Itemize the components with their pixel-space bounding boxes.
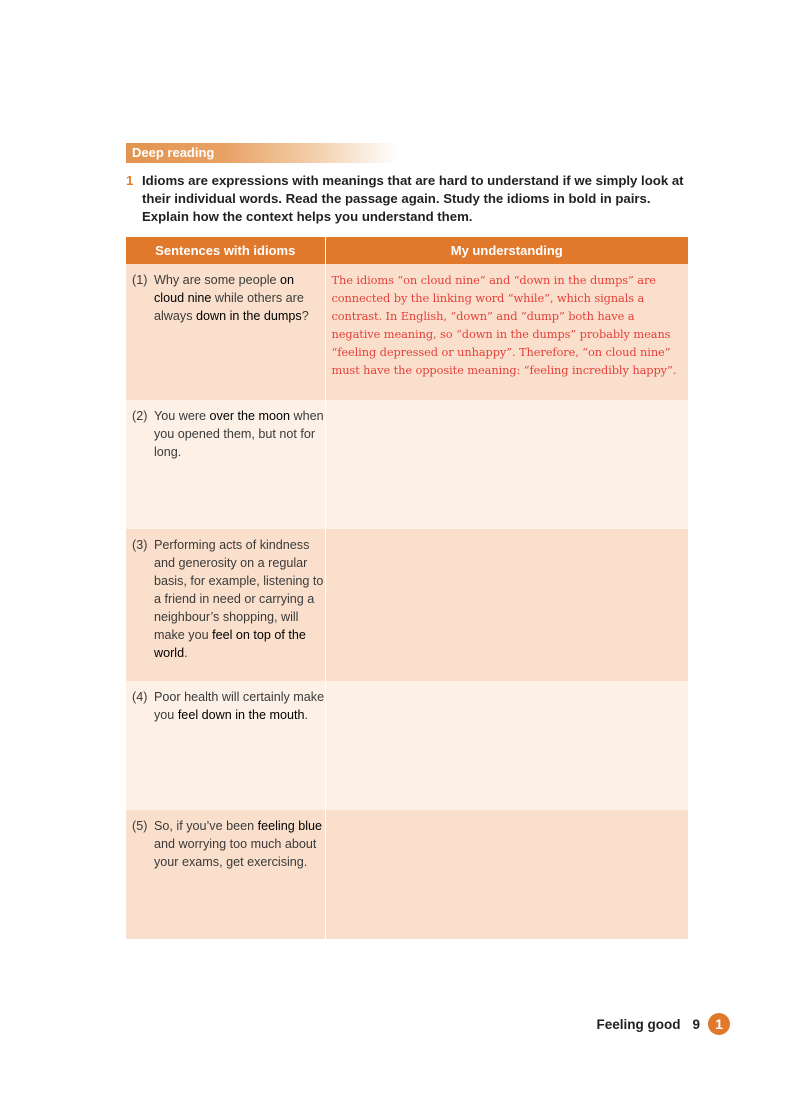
sentence-text: So, if you’ve been [154, 819, 258, 833]
idioms-table [126, 237, 688, 939]
sentence-text: Performing acts of kindness and generosity on a regular basis, for example, listening to a friend in need or carrying a neighbour’s shopping, will make you [154, 538, 324, 642]
sentence-cell [126, 681, 325, 810]
idiom-text: feel down in the mouth [177, 708, 305, 722]
sentence-number: (1) [132, 273, 148, 287]
sentence-text: Why are some people [154, 273, 280, 287]
section-title: Deep reading [132, 145, 215, 160]
table-header-row [126, 237, 688, 264]
sentence-cell [126, 529, 325, 681]
section-heading [126, 143, 398, 163]
sentence-text: . [304, 708, 309, 722]
table-row [126, 400, 688, 529]
sentence-cell [126, 810, 325, 939]
sentence-cell [126, 400, 325, 529]
sentence-text: when you opened them, but not for long. [154, 409, 324, 459]
understanding-cell[interactable] [325, 681, 688, 810]
sentence [132, 536, 325, 662]
sentence-number: (5) [132, 819, 148, 833]
understanding-cell[interactable] [325, 529, 688, 681]
task-number: 1 [126, 173, 134, 188]
sentence [132, 817, 325, 871]
page-footer [596, 1013, 730, 1035]
table-row [126, 681, 688, 810]
table-row [126, 529, 688, 681]
sentence-text: while others are always [154, 291, 304, 323]
sentence-number: (2) [132, 409, 148, 423]
sentence-text: . [184, 646, 188, 660]
unit-badge: 1 [708, 1013, 730, 1035]
idiom-text: feel on top of the world [154, 628, 306, 660]
page-number: 9 [692, 1016, 700, 1032]
sentence-text: ? [301, 309, 309, 323]
table-row [126, 810, 688, 939]
header-understanding: My understanding [325, 237, 688, 264]
sentence-text: You were [154, 409, 210, 423]
task-text: Idioms are expressions with meanings that are hard to understand if we simply look at their individual words. Read the passage again. Study the idioms in bold in pairs. Explain how the context helps you understand them. [142, 173, 684, 224]
sentence-number: (3) [132, 538, 148, 552]
understanding-cell[interactable] [325, 400, 688, 529]
sentence-text: and worrying too much about your exams, get exercising. [154, 837, 317, 869]
understanding-cell[interactable] [325, 264, 688, 400]
sentence [132, 688, 325, 724]
table-row [126, 264, 688, 400]
idiom-text: on cloud nine [154, 273, 295, 305]
understanding-cell[interactable] [325, 810, 688, 939]
sentence [132, 407, 325, 461]
task-instruction [126, 172, 696, 226]
idiom-text: feeling blue [257, 819, 323, 833]
sentence-cell [126, 264, 325, 400]
sentence-number: (4) [132, 690, 148, 704]
handwritten-answer: The idioms “on cloud nine” and “down in the dumps” are connected by the linking word “while”, which signals a contrast. In English, “down” and “dump” both have a negative meaning, so “down in the dumps” probably means “feeling depressed or unhappy”. Therefore, “on cloud nine” must have the opposite meaning: “feeling incredibly happy”. [331, 273, 677, 377]
sentence-text: Poor health will certainly make you [154, 690, 325, 722]
header-sentences: Sentences with idioms [126, 237, 325, 264]
sentence [132, 271, 325, 325]
idiom-text: down in the dumps [196, 309, 302, 323]
idiom-text: over the moon [209, 409, 291, 423]
unit-title: Feeling good [596, 1016, 681, 1032]
